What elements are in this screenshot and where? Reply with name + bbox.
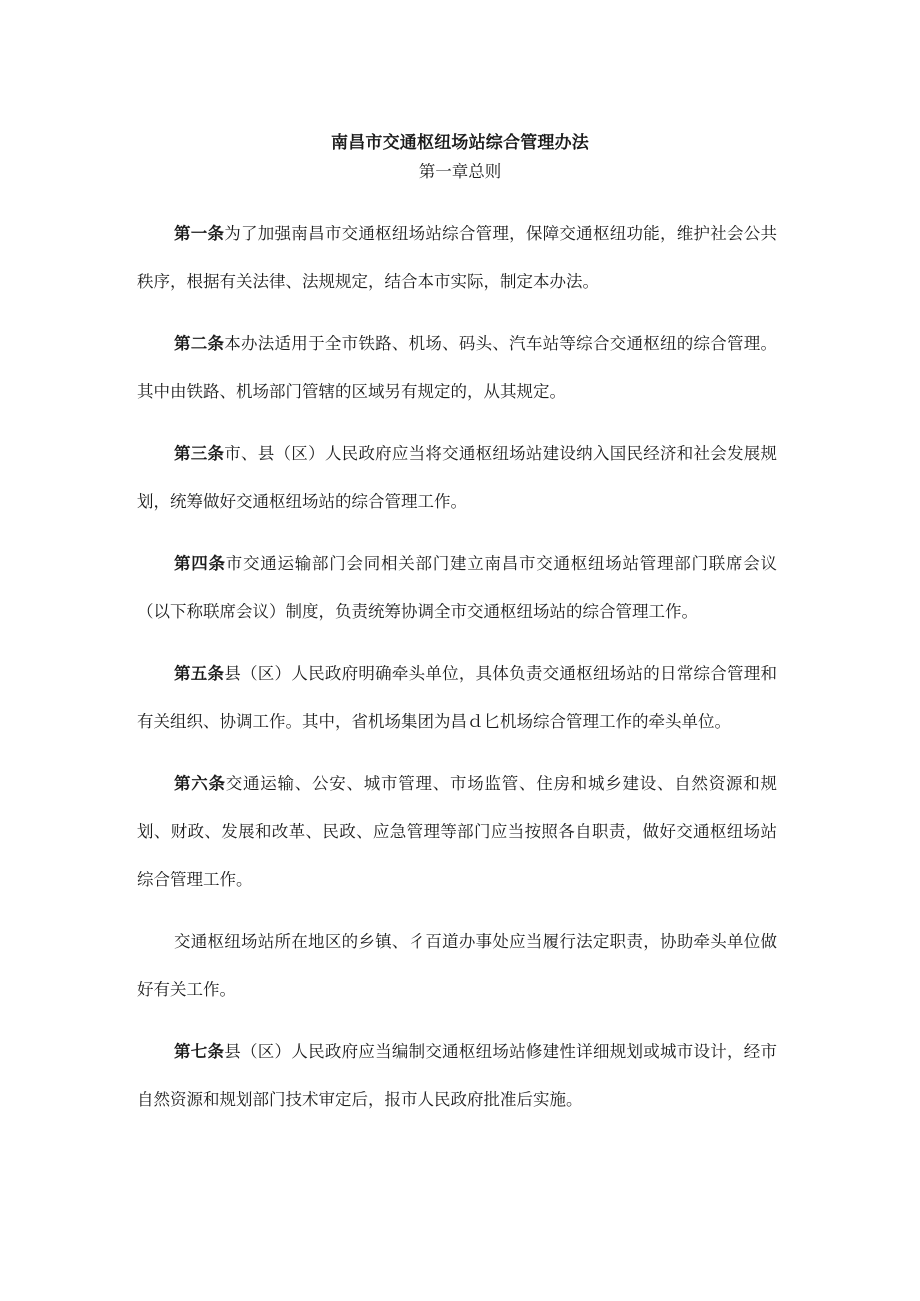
article-paragraph (137, 1028, 777, 1124)
article-paragraph (137, 760, 777, 904)
article-text: 县（区）人民政府应当编制交通枢纽场站修建性详细规划或城市设计，经市自然资源和规划部门技术审定后，报市人民政府批准后实施。 (137, 1042, 778, 1109)
article-paragraph (137, 918, 777, 1014)
chapter-heading: 第一章总则 (418, 162, 502, 181)
article-label: 第五条 (174, 664, 225, 683)
article-paragraph (137, 540, 777, 636)
article-paragraph (137, 210, 777, 306)
article-text: 市交通运输部门会同相关部门建立南昌市交通枢纽场站管理部门联席会议（以下称联席会议）制度，负责统筹协调全市交通枢纽场站的综合管理工作。 (137, 554, 777, 621)
article-text: 市、县（区）人民政府应当将交通枢纽场站建设纳入国民经济和社会发展规划，统筹做好交通枢纽场站的综合管理工作。 (137, 444, 778, 511)
article-text: 本办法适用于全市铁路、机场、码头、汽车站等综合交通枢纽的综合管理。其中由铁路、机场部门管辖的区域另有规定的，从其规定。 (137, 334, 778, 401)
document-body (137, 210, 777, 1138)
article-label: 第六条 (174, 774, 226, 793)
article-text: 县（区）人民政府明确牵头单位，具体负责交通枢纽场站的日常综合管理和有关组织、协调工作。其中，省机场集团为昌ｄ匕机场综合管理工作的牵头单位。 (137, 664, 778, 731)
article-text: 交通运输、公安、城市管理、市场监管、住房和城乡建设、自然资源和规划、财政、发展和改革、民政、应急管理等部门应当按照各自职责，做好交通枢纽场站综合管理工作。 (137, 774, 777, 889)
article-label: 第七条 (174, 1042, 225, 1061)
article-text: 为了加强南昌市交通枢纽场站综合管理，保障交通枢纽功能，维护社会公共秩序，根据有关法律、法规规定，结合本市实际，制定本办法。 (137, 224, 778, 291)
article-paragraph (137, 320, 777, 416)
article-label: 第三条 (174, 444, 225, 463)
article-label: 第二条 (174, 334, 225, 353)
article-label: 第一条 (174, 224, 225, 243)
document-title: 南昌市交通枢纽场站综合管理办法 (331, 133, 589, 153)
article-label: 第四条 (174, 554, 226, 573)
article-paragraph (137, 650, 777, 746)
article-paragraph (137, 430, 777, 526)
article-text: 交通枢纽场站所在地区的乡镇、彳百道办事处应当履行法定职责，协助牵头单位做好有关工作。 (137, 932, 777, 999)
